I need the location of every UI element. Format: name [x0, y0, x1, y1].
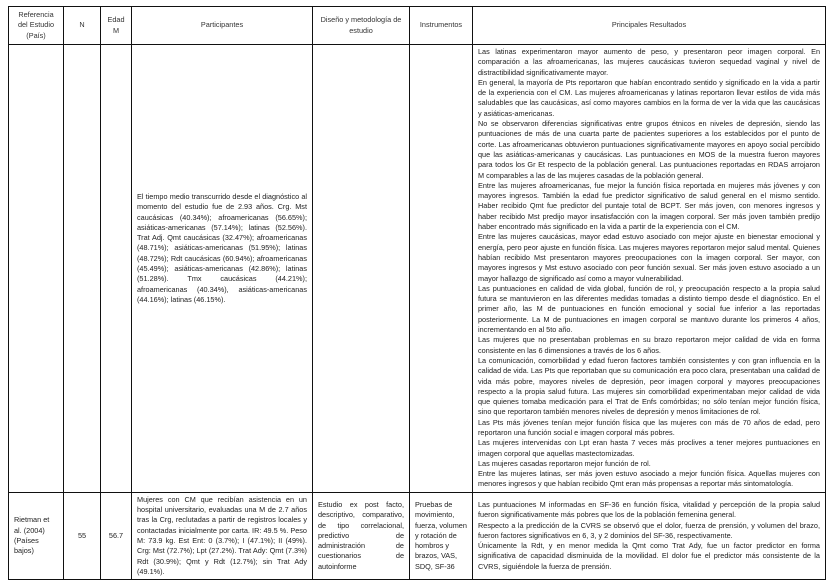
result-paragraph: Las Pts más jóvenes tenían mejor función física que las mujeres con más de 70 años de edad, pero reportaron una función social e imagen corporal más pobres. — [478, 417, 820, 437]
age-cell: 56.7 — [101, 492, 132, 579]
reference-cell: Rietman et al. (2004) (Países bajos) — [9, 492, 64, 579]
results-cell — [473, 492, 826, 579]
n-cell: 55 — [64, 492, 101, 579]
result-paragraph: Entre las mujeres latinas, ser más joven estuvo asociado a mejor función física. Aquellas mujeres con menores ingresos y que habían recibido Qmt eran más propensas a reportar más sintomatología. — [478, 469, 820, 489]
result-paragraph: La comunicación, comorbilidad y edad fueron factores también consistentes y con gran influencia en la calidad de vida. Las Pts que reportaban que su comunicación era poco clara, presentaban una calidad de vida más pobre, mayores niveles de depresión, peor imagen corporal y mayores preocupaciones respecto a la propia salud futura. Las mujeres sin comorbilidad experimentaban mejor calidad de vida que quienes tomaba medicación para el Trat de Enfs comórbidas; no sólo tenían mejor función física, sino que reportaron también menores niveles de depresión y menos limitaciones de rol. — [478, 355, 820, 417]
result-paragraph: No se observaron diferencias significativas entre grupos étnicos en niveles de depresión, siendo las puntuaciones de más de una cuarta parte de pacientes superiores a los establecidos por el punto de corte. Las afroamericanas obtuvieron puntuaciones significativamente mayores en apoyo social percibido que las asiáticas-americanas y caucásicas. Las puntuaciones en MOS de la muestra fueron mayores para todos los Gr Et respecto de la población general. Las puntuaciones reportadas en RDAS arrojaron M comparables a las de las mujeres casadas de la población general. — [478, 119, 820, 180]
result-paragraph: Las mujeres que no presentaban problemas en su brazo reportaron mejor calidad de vida en forma consistente en las 6 dimensiones a través de los 6 años. — [478, 335, 820, 355]
table-row — [9, 492, 826, 579]
instruments-cell: Pruebas de movimiento, fuerza, volumen y rotación de hombros y brazos, VAS, SDQ, SF-36 — [410, 492, 473, 579]
design-cell: Estudio ex post facto, descriptivo, comparativo, de tipo correlacional, predictivo de administración de cuestionarios de autoinforme — [313, 492, 410, 579]
result-paragraph: En general, la mayoría de Pts reportaron que habían encontrado sentido y significado en la vida a partir de la experiencia con el CM. Las mujeres afroamericanas y latinas reportaron llevar estilos de vida más saludables que las caucásicas, así como mayores cambios en la forma de ver la vida que las caucásicas y asiáticas-americanas. — [478, 77, 820, 118]
table-row — [9, 45, 826, 493]
participants-text: El tiempo medio transcurrido desde el diagnóstico al momento del estudio fue de 2.93 años. Crg. Mst caucásicas (40.34%); afroamericanas (56.65%); asiáticas-americanas (57.14%); latinas (52.56%). Trat Adj. Qmt caucásicas (32.47%); afroamericanas (48.71%); asiáticas-americanas (51.95%); latinas (48.72%); Rdt caucásicas (60.94%); afroamericanas (45.49%); asiáticas-americanas (42.86%); latinas (51.28%). Tmx caucásicas (44.21%); afroamericanas (40.34%), asiáticas-americanas (44.16%); latinas (46.15%). — [137, 192, 307, 304]
result-paragraph: Únicamente la Rdt, y en menor medida la Qmt como Trat Ady, fue un factor predictor en forma significativa de capacidad disminuida de la movilidad. El dolor fue el predictor más consistente de la CVRS, siguiéndole la fuerza de prensión. — [478, 541, 820, 571]
studies-table — [8, 6, 826, 580]
n-cell — [64, 45, 101, 493]
header-instruments: Instrumentos — [410, 7, 473, 45]
results-cell — [473, 45, 826, 493]
participants-cell: Mujeres con CM que recibían asistencia en un hospital universitario, evaluadas una M de 2.7 años tras la Crg, reclutadas a partir de registros locales y contactadas inicialmente por carta. IR: 49.5 %. Peso M: 73.9 kg. Est Ent: 0 (3.7%); I (47.1%); II (49%). Crg: Mst (72.7%); Lpt (27.2%). Trat Ady: Qmt (7.3%) Rdt (30.9%); Qmt y Rdt (12.7%); sin Trat Ady (49.1%). — [132, 492, 313, 579]
result-paragraph: Entre las mujeres afroamericanas, fue mejor la función física reportada en mujeres más jóvenes y con mayores ingresos. También la edad fue predictor significativo de salud general en el mismo sentido. Haber recibido Qmt fue predictor del puntaje total de BCPT. Ser más joven, con menores ingresos y haber recibido Mst predijo mayor insatisfacción con la imagen corporal. Ser más joven también predijo haber encontrado más significado en la vida a partir de la experiencia con el CM. — [478, 180, 820, 232]
header-design: Diseño y metodología de estudio — [313, 7, 410, 45]
header-results: Principales Resultados — [473, 7, 826, 45]
header-n: N — [64, 7, 101, 45]
result-paragraph: Las latinas experimentaron mayor aumento de peso, y presentaron peor imagen corporal. En comparación a las afroamericanas, las mujeres caucásicas tuvieron sequedad vaginal y nivel de distractibilidad significativamente mayor. — [478, 47, 820, 77]
header-age: Edad M — [101, 7, 132, 45]
result-paragraph: Respecto a la predicción de la CVRS se observó que el dolor, fuerza de prensión, y volumen del brazo, fueron factores significativos en 6, 3, y 2 dominios del SF-36, respectivamente. — [478, 520, 820, 540]
result-paragraph: Las puntuaciones en calidad de vida global, función de rol, y preocupación respecto a la propia salud futura se mantuvieron en las diferentes medidas tomadas a distinto tiempo desde el diagnóstico. En el primer año, las M de puntuaciones en función emocional y social fue inferior a las reportadas posteriormente. La M de puntuaciones en imagen corporal se mantuvo durante los primeros 4 años, incrementando en al 5to año. — [478, 283, 820, 335]
design-cell — [313, 45, 410, 493]
result-paragraph: Las puntuaciones M informadas en SF-36 en función física, vitalidad y percepción de la propia salud fueron significativamente más pobres que los de la población femenina general. — [478, 499, 820, 520]
header-participants: Participantes — [132, 7, 313, 45]
header-reference: Referencia del Estudio (País) — [9, 7, 64, 45]
result-paragraph: Las mujeres casadas reportaron mejor función de rol. — [478, 458, 651, 468]
reference-cell — [9, 45, 64, 493]
table-header-row — [9, 7, 826, 45]
instruments-cell — [410, 45, 473, 493]
age-cell — [101, 45, 132, 493]
participants-cell — [132, 45, 313, 493]
result-paragraph: Las mujeres intervenidas con Lpt eran hasta 7 veces más proclives a tener mejores puntuaciones en imagen corporal que aquellas mastectomizadas. — [478, 438, 820, 458]
result-paragraph: Entre las mujeres caucásicas, mayor edad estuvo asociado con mejor ajuste en bienestar emocional y energía, pero peor ajuste en función física. Las mujeres mayores reportaron mejor salud mental. Quienes habían recibido Mst presentaron mayores preocupaciones con la imagen corporal. Ser mayor, con mayores ingresos y Mst estuvo asociado con peor función sexual. Ser más joven estuvo asociado a un mayor hallazgo de significado así como a mayor vulnerabilidad. — [478, 232, 820, 283]
